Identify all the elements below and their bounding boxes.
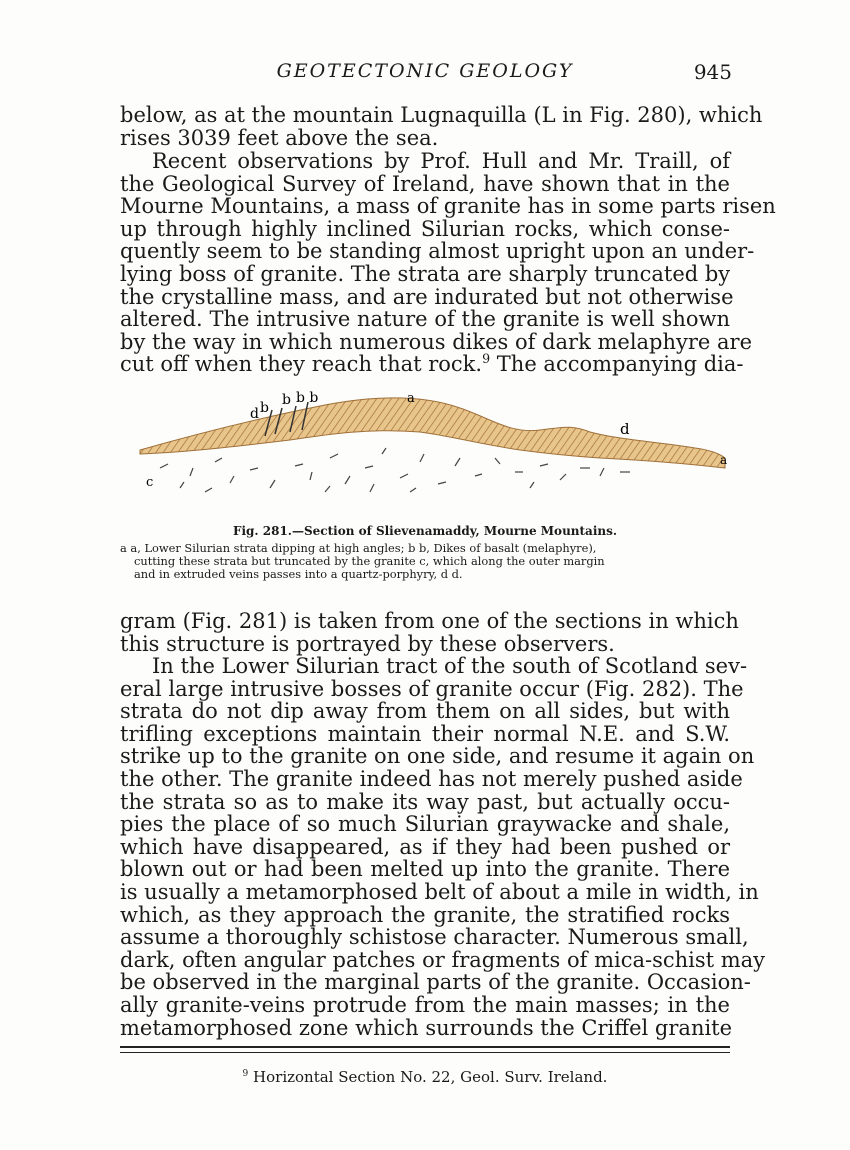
- text-line: blown out or had been melted up into the granite. There: [120, 857, 730, 882]
- legend-line: a a, Lower Silurian strata dipping at high angles; b b, Dikes of basalt (melaphyre),: [120, 541, 597, 555]
- text-line: be observed in the marginal parts of the granite. Occasion-: [120, 970, 751, 995]
- paragraph-3: [120, 609, 739, 656]
- text-line: quently seem to be standing almost upright upon an under-: [120, 239, 755, 264]
- text-line: strata do not dip away from them on all sides, but with: [120, 699, 730, 724]
- text-line: metamorphosed zone which surrounds the Criffel granite: [120, 1015, 733, 1040]
- text-line: pies the place of so much Silurian graywacke and shale,: [120, 812, 730, 837]
- text-line: this structure is portrayed by these observers.: [120, 631, 615, 656]
- text-line: which, as they approach the granite, the stratified rocks: [120, 902, 730, 927]
- text-line: lying boss of granite. The strata are sharply truncated by: [120, 261, 731, 286]
- text-line: ally granite-veins protrude from the main masses; in the: [120, 992, 730, 1017]
- footnote: [120, 1068, 730, 1086]
- label-b-left: b: [260, 400, 269, 416]
- strata-band: [140, 398, 728, 468]
- page-number: 945: [693, 60, 732, 84]
- text-line: rises 3039 feet above the sea.: [120, 125, 439, 150]
- label-a-right: a: [720, 453, 728, 467]
- figure-281: [120, 388, 730, 508]
- label-b-mid: b: [282, 392, 291, 408]
- text-line: Recent observations by Prof. Hull and Mr. Traill, of: [152, 149, 730, 173]
- text-line: gram (Fig. 281) is taken from one of the sections in which: [120, 609, 739, 633]
- text-line: the strata so as to make its way past, but actually occu-: [120, 789, 730, 814]
- label-a-top: a: [407, 391, 415, 406]
- paragraph-1: [120, 103, 763, 150]
- page-header: [120, 60, 730, 88]
- footnote-reference: 9: [482, 351, 491, 367]
- label-d-right: d: [620, 420, 630, 438]
- figure-caption: Fig. 281.—Section of Slievenamaddy, Mourne Mountains.: [232, 524, 618, 538]
- text-line: is usually a metamorphosed belt of about a mile in width, in: [120, 879, 759, 904]
- geologic-section-diagram: [120, 388, 730, 508]
- label-b-group: b b: [296, 390, 319, 406]
- text-line: assume a thoroughly schistose character. Numerous small,: [120, 925, 749, 950]
- text-line: below, as at the mountain Lugnaquilla (L in Fig. 280), which: [120, 103, 763, 127]
- footnote-text: Horizontal Section No. 22, Geol. Surv. Ireland.: [248, 1068, 608, 1086]
- text-line: dark, often angular patches or fragments of mica-schist may: [120, 947, 766, 972]
- text-line: the other. The granite indeed has not merely pushed aside: [120, 766, 743, 791]
- text-line: which have disappeared, as if they had been pushed or: [120, 834, 730, 859]
- label-c: c: [146, 475, 154, 490]
- text-line: up through highly inclined Silurian rocks, which conse-: [120, 216, 730, 241]
- legend-line: cutting these strata but truncated by the granite c, which along the outer margin: [134, 554, 605, 568]
- text-line: the crystalline mass, and are indurated but not otherwise: [120, 284, 734, 309]
- text-line: eral large intrusive bosses of granite occur (Fig. 282). The: [120, 676, 744, 701]
- legend-line: and in extruded veins passes into a quartz-porphyry, d d.: [134, 567, 463, 581]
- footnote-rule-thin: [120, 1052, 730, 1053]
- text-line: strike up to the granite on one side, and resume it again on: [120, 744, 755, 769]
- running-title: GEOTECTONIC GEOLOGY: [276, 60, 574, 82]
- text-line: [120, 351, 744, 377]
- footnote-rule-thick: [120, 1046, 730, 1048]
- text-fragment: The accompanying dia-: [490, 352, 744, 377]
- text-line: altered. The intrusive nature of the granite is well shown: [120, 307, 730, 332]
- footnote-marker: 9: [242, 1069, 249, 1079]
- label-d-left: d: [250, 406, 259, 422]
- text-line: the Geological Survey of Ireland, have shown that in the: [120, 171, 730, 196]
- paragraph-2: [120, 149, 776, 377]
- figure-legend: [120, 542, 730, 581]
- paragraph-4: [120, 654, 766, 1040]
- text-line: by the way in which numerous dikes of dark melaphyre are: [120, 329, 753, 354]
- text-line: trifling exceptions maintain their normal N.E. and S.W.: [120, 721, 730, 746]
- text-fragment: cut off when they reach that rock.: [120, 352, 483, 377]
- text-line: Mourne Mountains, a mass of granite has in some parts risen: [120, 194, 776, 219]
- text-line: In the Lower Silurian tract of the south of Scotland sev-: [152, 654, 748, 678]
